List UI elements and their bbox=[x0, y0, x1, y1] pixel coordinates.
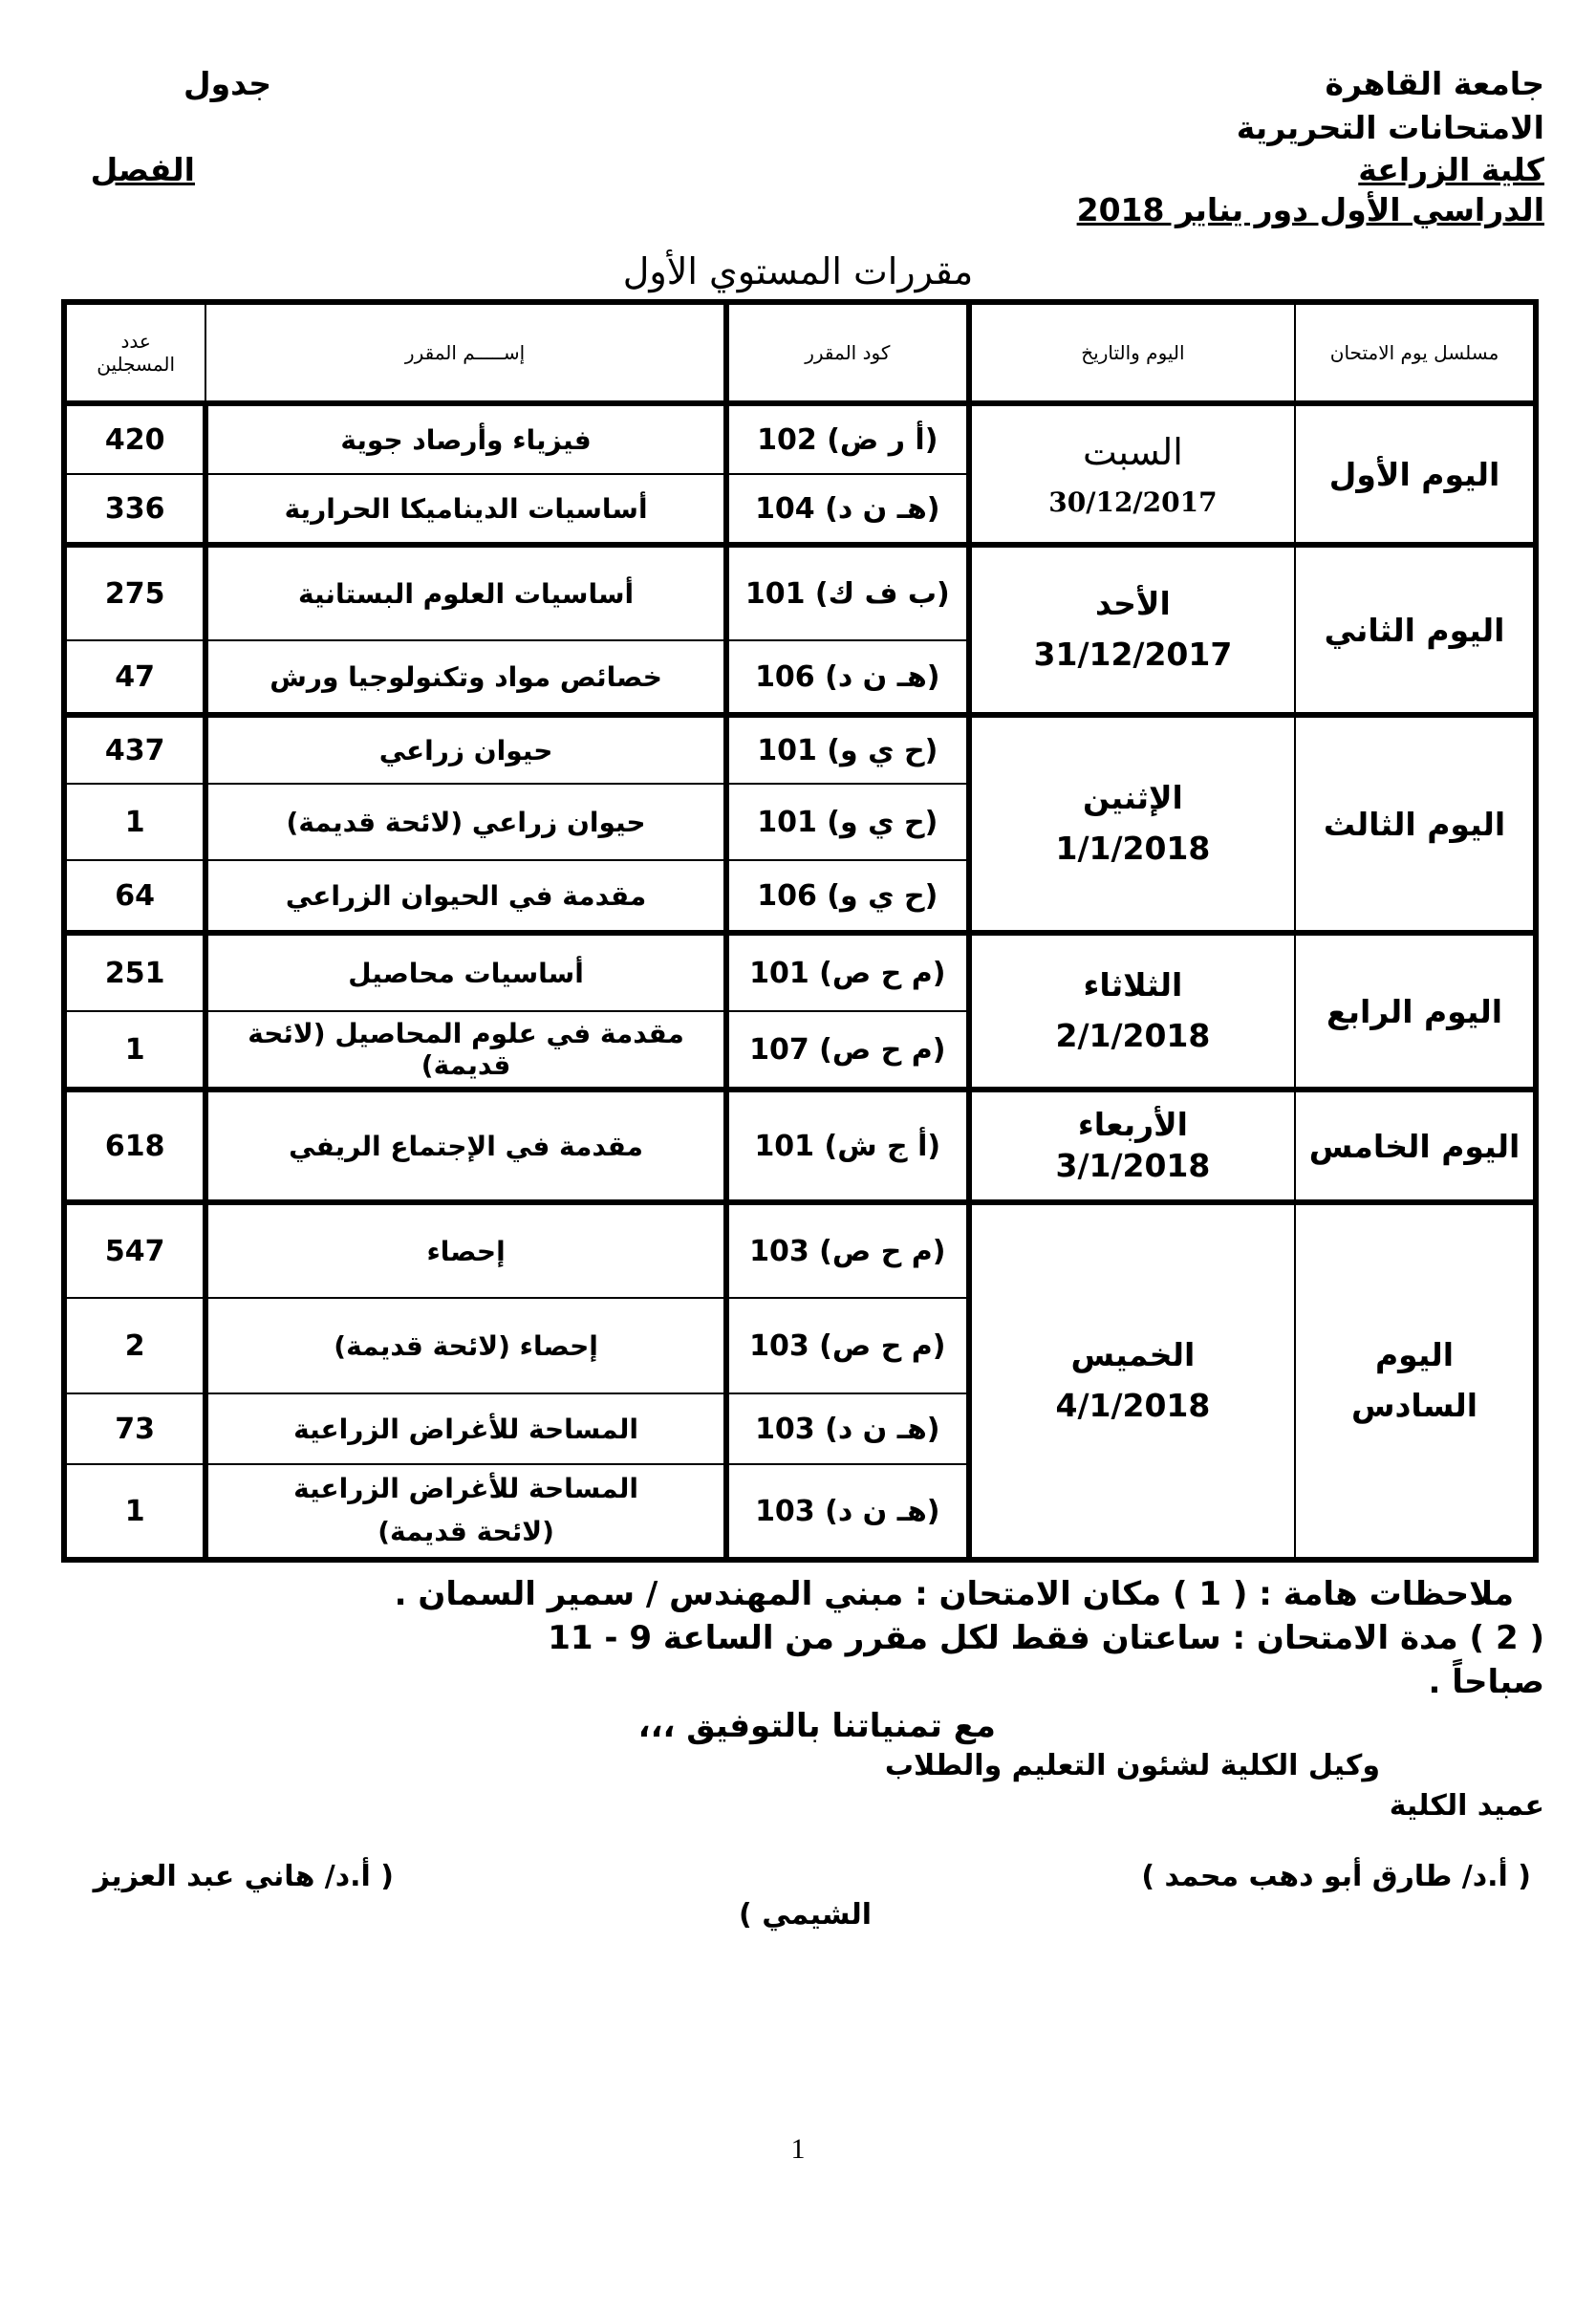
course-name: إحصاء bbox=[205, 1202, 725, 1298]
semester-label: الفصل bbox=[90, 151, 195, 188]
notes-line-3: صباحاً . bbox=[1428, 1663, 1544, 1701]
vice-dean-title: وكيل الكلية لشئون التعليم والطلاب bbox=[884, 1749, 1380, 1782]
enrolled-count: 2 bbox=[64, 1298, 205, 1393]
dean-name: ( أ.د/ هاني عبد العزيز bbox=[93, 1860, 394, 1893]
enrolled-count: 47 bbox=[64, 640, 205, 715]
course-code: (ح ي و) 106 bbox=[726, 860, 969, 933]
header-code: كود المقرر bbox=[726, 302, 969, 403]
enrolled-count: 251 bbox=[64, 933, 205, 1011]
vice-dean-name: ( أ.د/ طارق أبو دهب محمد ) bbox=[1141, 1860, 1531, 1893]
term-label: الدراسي الأول دور يناير 2018 bbox=[1076, 191, 1544, 228]
course-name: إحصاء (لائحة قديمة) bbox=[205, 1298, 725, 1393]
header-day: اليوم والتاريخ bbox=[969, 302, 1295, 403]
header-count: عدد المسجلين bbox=[64, 302, 205, 403]
enrolled-count: 547 bbox=[64, 1202, 205, 1298]
course-name: خصائص مواد وتكنولوجيا ورش bbox=[205, 640, 725, 715]
table-header-row bbox=[64, 302, 1536, 403]
header-name: إســـــم المقرر bbox=[205, 302, 725, 403]
exam-date: 31/12/2017 bbox=[1033, 636, 1233, 673]
dean-name-continued: الشيمي ) bbox=[739, 1898, 872, 1932]
day-name: الإثنين bbox=[1082, 779, 1183, 817]
course-name: فيزياء وأرصاد جوية bbox=[205, 403, 725, 474]
exam-date: 1/1/2018 bbox=[1055, 830, 1211, 867]
exam-date: 2/1/2018 bbox=[1055, 1017, 1211, 1054]
day-name: الأحد bbox=[1095, 585, 1171, 623]
day-name: الخميس bbox=[1070, 1336, 1196, 1374]
exam-date: 4/1/2018 bbox=[1055, 1387, 1211, 1424]
enrolled-count: 336 bbox=[64, 474, 205, 545]
course-code: (م ح ص) 101 bbox=[726, 933, 969, 1011]
course-name: المساحة للأغراض الزراعية (لائحة قديمة) bbox=[205, 1464, 725, 1560]
exam-day-seq: اليوم الثاني bbox=[1295, 545, 1536, 715]
course-name: حيوان زراعي (لائحة قديمة) bbox=[205, 784, 725, 860]
course-name: أساسيات الديناميكا الحرارية bbox=[205, 474, 725, 545]
day-name: السبت bbox=[1083, 431, 1183, 474]
exam-day-date bbox=[969, 1090, 1295, 1202]
enrolled-count: 64 bbox=[64, 860, 205, 933]
exam-day-seq: اليوم الثالث bbox=[1295, 715, 1536, 933]
exam-day-date bbox=[969, 545, 1295, 715]
exam-date: 3/1/2018 bbox=[1055, 1147, 1211, 1184]
course-name: المساحة للأغراض الزراعية bbox=[205, 1393, 725, 1464]
schedule-label: جدول bbox=[183, 65, 271, 102]
course-code: (أ ر ض) 102 bbox=[726, 403, 969, 474]
exam-day-seq: اليوم الأول bbox=[1295, 403, 1536, 545]
header-seq: مسلسل يوم الامتحان bbox=[1295, 302, 1536, 403]
course-code: (ح ي و) 101 bbox=[726, 715, 969, 784]
exams-title: الامتحانات التحريرية bbox=[1236, 109, 1544, 146]
course-code: (هـ ن د) 103 bbox=[726, 1464, 969, 1560]
course-name: مقدمة في علوم المحاصيل (لائحة قديمة) bbox=[205, 1011, 725, 1090]
table-row bbox=[64, 715, 1536, 784]
course-code: (هـ ن د) 103 bbox=[726, 1393, 969, 1464]
university-name: جامعة القاهرة bbox=[1325, 65, 1544, 102]
enrolled-count: 275 bbox=[64, 545, 205, 640]
page-number: 1 bbox=[790, 2133, 806, 2165]
faculty-name: كلية الزراعة bbox=[1358, 151, 1544, 188]
course-name: أساسيات محاصيل bbox=[205, 933, 725, 1011]
enrolled-count: 420 bbox=[64, 403, 205, 474]
course-code: (م ح ص) 103 bbox=[726, 1298, 969, 1393]
exam-day-seq: اليوم السادس bbox=[1295, 1202, 1536, 1560]
day-name: الثلاثاء bbox=[1083, 966, 1183, 1004]
exam-day-date bbox=[969, 715, 1295, 933]
course-code: (م ح ص) 103 bbox=[726, 1202, 969, 1298]
exam-date: 30/12/2017 bbox=[1048, 486, 1218, 518]
exam-day-seq: اليوم الرابع bbox=[1295, 933, 1536, 1090]
exam-schedule-table bbox=[61, 299, 1539, 1563]
exam-day-date bbox=[969, 933, 1295, 1090]
enrolled-count: 1 bbox=[64, 1011, 205, 1090]
level-subtitle: مقررات المستوي الأول bbox=[622, 250, 974, 292]
enrolled-count: 618 bbox=[64, 1090, 205, 1202]
closing-wish: مع تمنياتنا بالتوفيق ،،، bbox=[637, 1707, 996, 1745]
dean-title: عميد الكلية bbox=[1389, 1789, 1544, 1823]
course-code: (هـ ن د) 106 bbox=[726, 640, 969, 715]
exam-day-date bbox=[969, 1202, 1295, 1560]
course-code: (ح ي و) 101 bbox=[726, 784, 969, 860]
course-code: (أ ج ش) 101 bbox=[726, 1090, 969, 1202]
day-name: الأربعاء bbox=[1077, 1106, 1188, 1144]
course-code: (هـ ن د) 104 bbox=[726, 474, 969, 545]
table-row bbox=[64, 545, 1536, 640]
notes-line-2: ( 2 ) مدة الامتحان : ساعتان فقط لكل مقرر من الساعة 9 - 11 bbox=[548, 1619, 1544, 1657]
course-code: (ب ف ك) 101 bbox=[726, 545, 969, 640]
course-name: مقدمة في الحيوان الزراعي bbox=[205, 860, 725, 933]
enrolled-count: 73 bbox=[64, 1393, 205, 1464]
course-code: (م ح ص) 107 bbox=[726, 1011, 969, 1090]
enrolled-count: 437 bbox=[64, 715, 205, 784]
course-name: حيوان زراعي bbox=[205, 715, 725, 784]
enrolled-count: 1 bbox=[64, 1464, 205, 1560]
course-name: مقدمة في الإجتماع الريفي bbox=[205, 1090, 725, 1202]
table-row bbox=[64, 1090, 1536, 1202]
table-row bbox=[64, 403, 1536, 474]
course-name: أساسيات العلوم البستانية bbox=[205, 545, 725, 640]
table-row bbox=[64, 1202, 1536, 1298]
exam-day-date bbox=[969, 403, 1295, 545]
table-row bbox=[64, 933, 1536, 1011]
notes-line-1: ملاحظات هامة : ( 1 ) مكان الامتحان : مبني المهندس / سمير السمان . bbox=[394, 1575, 1514, 1613]
enrolled-count: 1 bbox=[64, 784, 205, 860]
exam-day-seq: اليوم الخامس bbox=[1295, 1090, 1536, 1202]
